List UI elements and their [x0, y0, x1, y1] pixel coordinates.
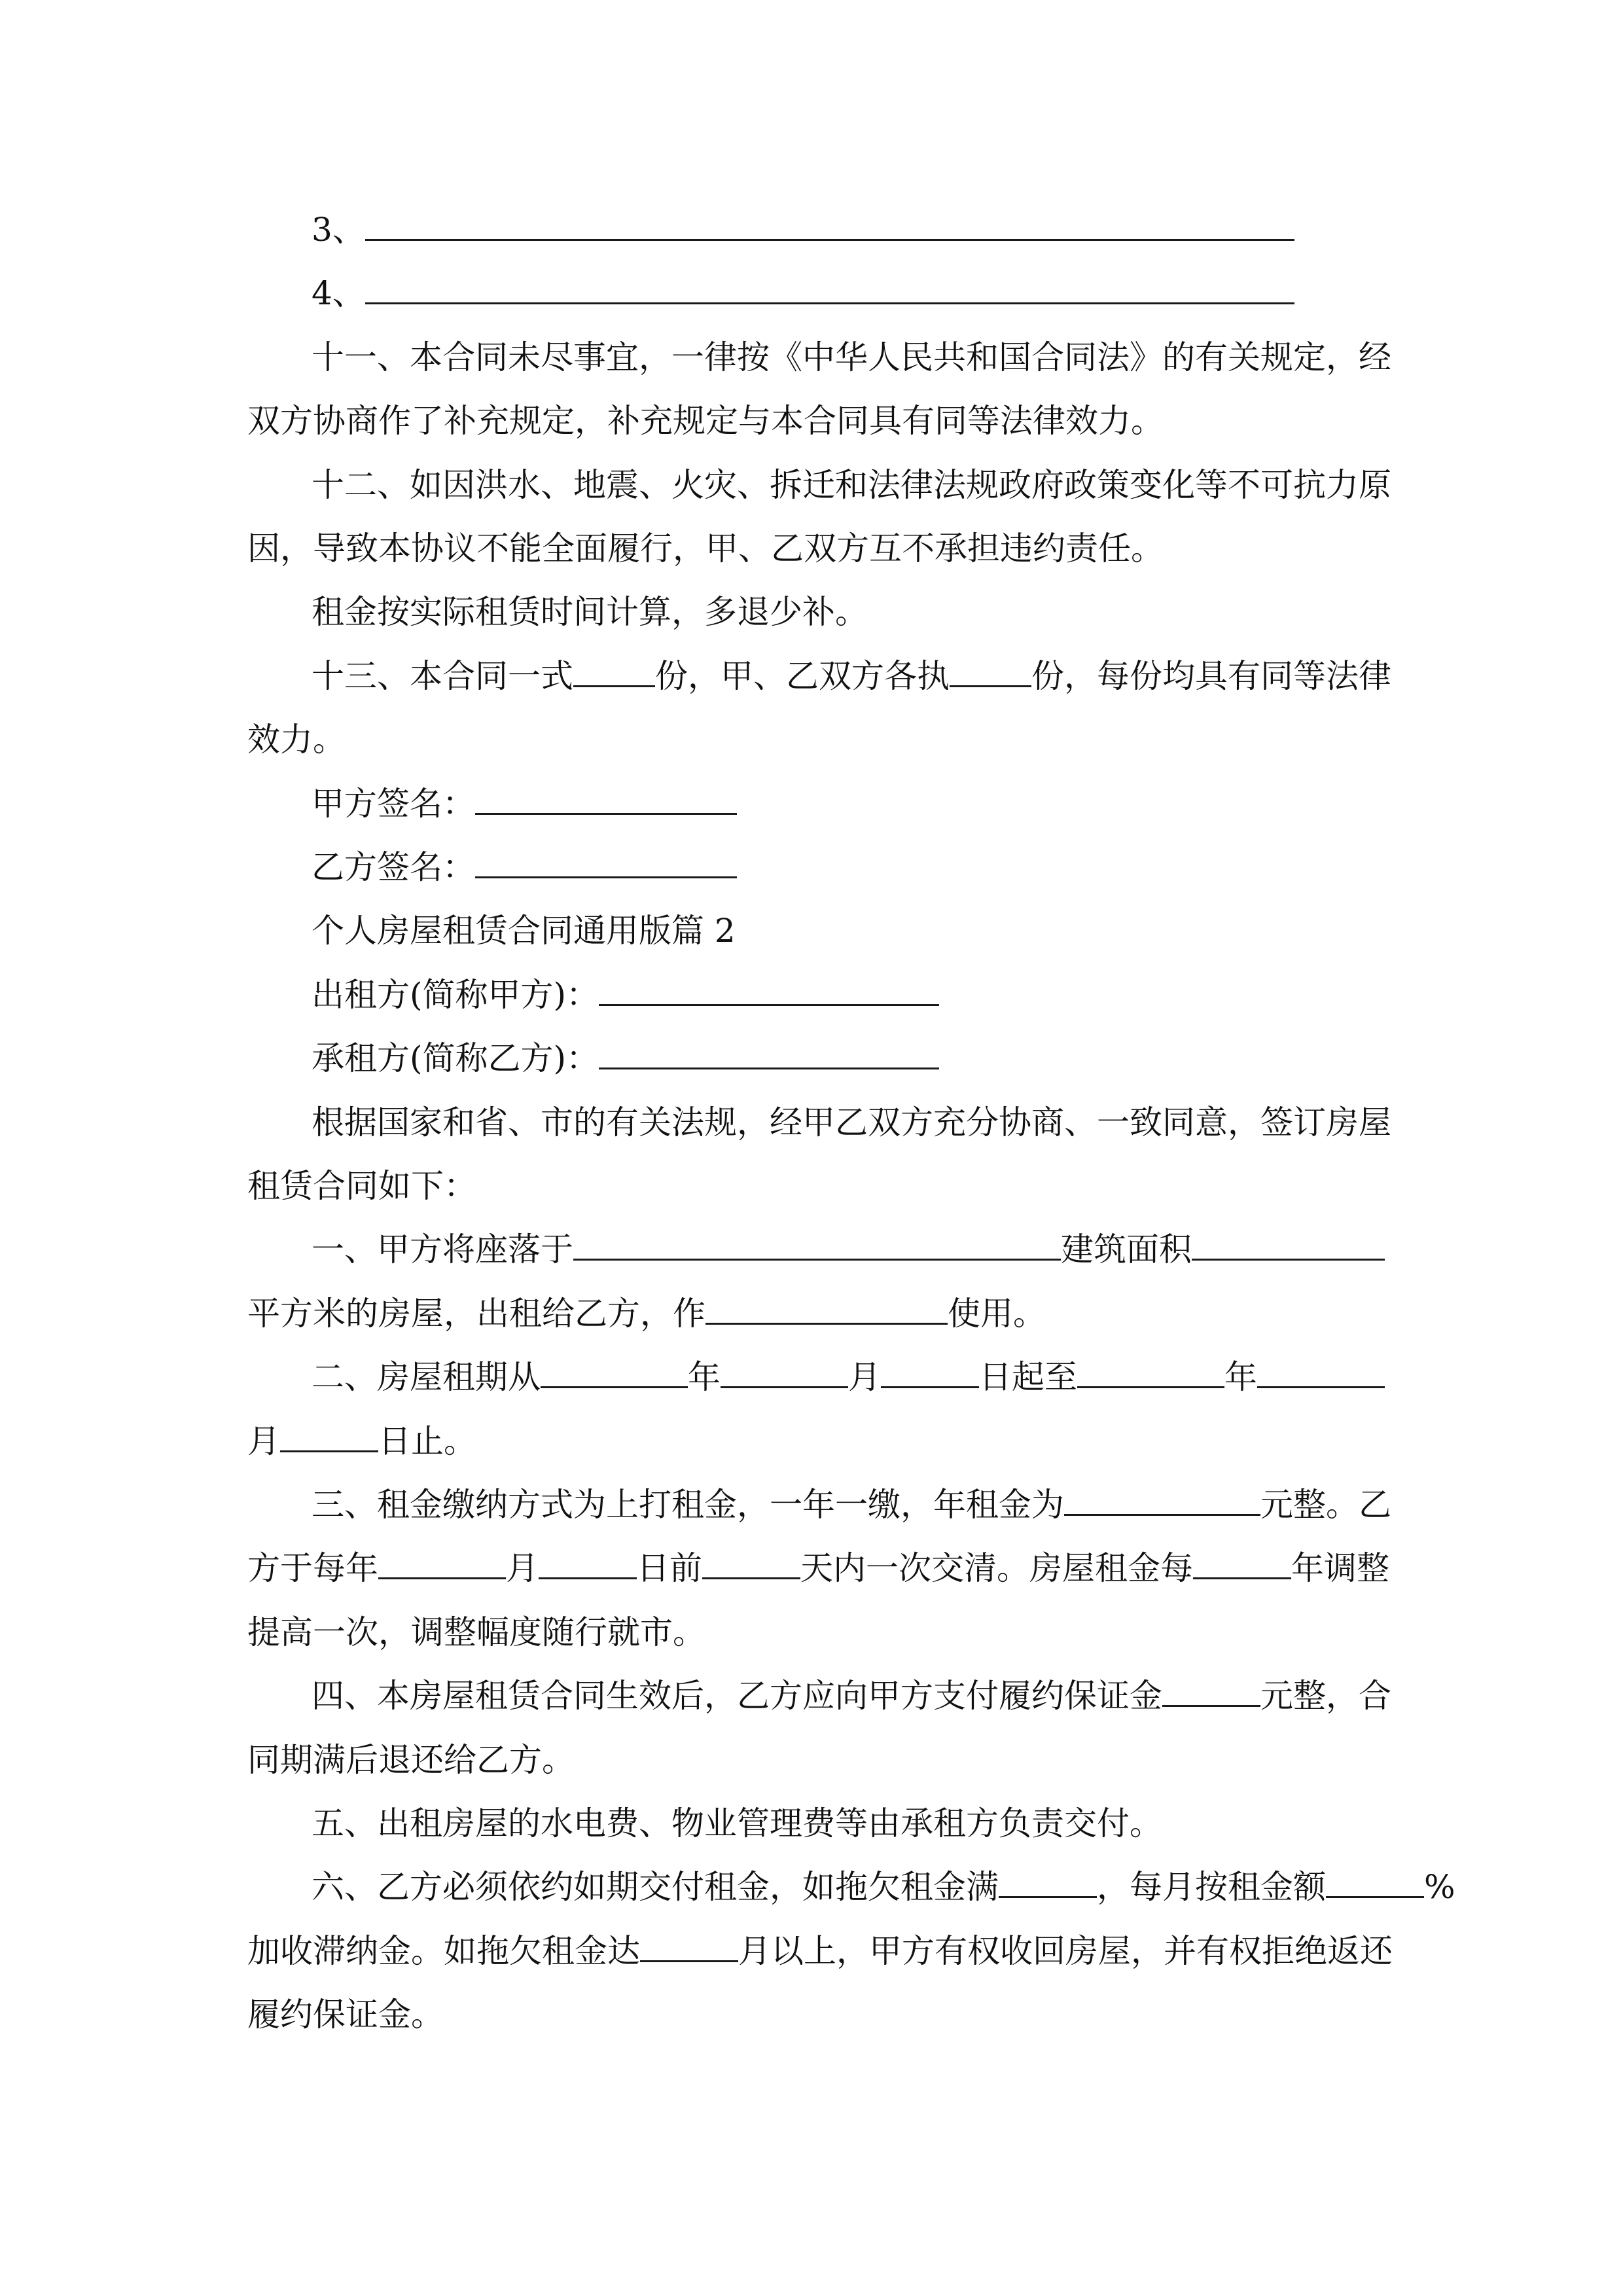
- text-segment: 租金按实际租赁时间计算，多退少补。: [312, 593, 868, 632]
- fill-in-blank[interactable]: [1162, 1667, 1260, 1707]
- text-segment: 四、本房屋租赁合同生效后，乙方应向甲方支付履约保证金: [312, 1677, 1162, 1715]
- text-segment: 提高一次，调整幅度随行就市。: [247, 1613, 705, 1651]
- text-line: [247, 389, 1376, 453]
- text-segment: 份，甲、乙双方各执: [655, 656, 950, 695]
- text-line: [247, 1090, 1391, 1155]
- fill-in-blank[interactable]: [640, 1922, 738, 1962]
- text-line: [247, 261, 1376, 325]
- text-segment: 出租方(简称甲方)：: [312, 975, 599, 1014]
- fill-in-blank[interactable]: [950, 647, 1031, 687]
- text-segment: 年: [1224, 1358, 1257, 1397]
- text-segment: 租赁合同如下：: [247, 1167, 476, 1205]
- text-line: [247, 1919, 1393, 1983]
- fill-in-blank[interactable]: [573, 647, 655, 687]
- text-segment: 因，导致本协议不能全面履行，甲、乙双方互不承担违约责任。: [247, 529, 1164, 567]
- text-segment: 日起至: [979, 1358, 1077, 1397]
- text-segment: 日前: [637, 1549, 702, 1588]
- text-line: [247, 1473, 1391, 1537]
- text-line: [247, 1728, 1376, 1792]
- text-segment: 月: [506, 1549, 539, 1588]
- text-line: [247, 644, 1391, 708]
- fill-in-blank[interactable]: [881, 1348, 979, 1388]
- text-line: [247, 1536, 1389, 1600]
- text-segment: 份，每份均具有同等法律: [1031, 656, 1391, 695]
- text-line: [247, 580, 1376, 644]
- fill-in-blank[interactable]: [573, 1221, 1061, 1261]
- fill-in-blank[interactable]: [599, 1030, 939, 1069]
- fill-in-blank[interactable]: [541, 1348, 688, 1388]
- fill-in-blank[interactable]: [1257, 1348, 1385, 1388]
- fill-in-blank[interactable]: [599, 966, 939, 1006]
- fill-in-blank[interactable]: [999, 1858, 1097, 1898]
- text-line: [247, 708, 1376, 772]
- text-segment: 履约保证金。: [247, 1996, 444, 2034]
- text-segment: 4、: [312, 274, 365, 313]
- text-line: [247, 1154, 1376, 1218]
- text-segment: 年调整: [1291, 1549, 1389, 1588]
- fill-in-blank[interactable]: [378, 1539, 506, 1579]
- text-segment: 3、: [312, 211, 365, 249]
- text-segment: 双方协商作了补充规定，补充规定与本合同具有同等法律效力。: [247, 402, 1164, 440]
- text-segment: 二、房屋租期从: [312, 1358, 541, 1397]
- text-segment: 使用。: [948, 1294, 1046, 1333]
- fill-in-blank[interactable]: [539, 1539, 637, 1579]
- fill-in-blank[interactable]: [721, 1348, 848, 1388]
- fill-in-blank[interactable]: [475, 775, 737, 815]
- text-segment: 方于每年: [247, 1549, 378, 1588]
- text-segment: 六、乙方必须依约如期交付租金，如拖欠租金满: [312, 1868, 999, 1907]
- text-segment: 承租方(简称乙方)：: [312, 1039, 599, 1078]
- text-segment: 一、甲方将座落于: [312, 1230, 573, 1269]
- fill-in-blank[interactable]: [365, 264, 1294, 304]
- text-line: [247, 1982, 1376, 2047]
- text-segment: 日止。: [378, 1422, 476, 1460]
- text-segment: 效力。: [247, 721, 346, 759]
- fill-in-blank[interactable]: [702, 1539, 800, 1579]
- text-line: [247, 1664, 1391, 1728]
- text-segment: 平方米的房屋，出租给乙方，作: [247, 1294, 705, 1333]
- text-segment: 同期满后退还给乙方。: [247, 1740, 575, 1779]
- text-segment: 十三、本合同一式: [312, 656, 573, 695]
- text-segment: 年: [688, 1358, 721, 1397]
- fill-in-blank[interactable]: [1077, 1348, 1224, 1388]
- text-segment: 根据国家和省、市的有关法规，经甲乙双方充分协商、一致同意，签订房屋: [312, 1103, 1391, 1141]
- text-segment: 乙方签名：: [312, 848, 475, 886]
- text-segment: 五、出租房屋的水电费、物业管理费等由承租方负责交付。: [312, 1804, 1162, 1842]
- text-line: [247, 198, 1376, 262]
- text-segment: 三、租金缴纳方式为上打租金，一年一缴，年租金为: [312, 1486, 1064, 1524]
- text-line: [247, 1600, 1376, 1664]
- text-segment: 月: [247, 1422, 280, 1460]
- text-line: [247, 1282, 1376, 1346]
- fill-in-blank[interactable]: [365, 201, 1294, 241]
- text-segment: ，每月按租金额: [1097, 1868, 1326, 1907]
- fill-in-blank[interactable]: [1193, 1539, 1291, 1579]
- text-line: [247, 963, 1376, 1027]
- fill-in-blank[interactable]: [280, 1412, 378, 1452]
- text-segment: 月: [848, 1358, 881, 1397]
- text-line: [247, 772, 1376, 836]
- text-line: [247, 835, 1376, 899]
- text-line: [247, 325, 1391, 389]
- text-segment: 甲方签名：: [312, 784, 475, 823]
- text-segment: 十二、如因洪水、地震、火灾、拆迁和法律法规政府政策变化等不可抗力原: [312, 465, 1391, 504]
- text-line: [247, 899, 1376, 963]
- text-segment: 天内一次交清。房屋租金每: [800, 1549, 1193, 1588]
- text-segment: 十一、本合同未尽事宜，一律按《中华人民共和国合同法》的有关规定，经: [312, 338, 1391, 376]
- text-line: [247, 516, 1376, 581]
- text-line: [247, 1855, 1455, 1919]
- text-line: [247, 1345, 1376, 1409]
- text-segment: 元整，合: [1260, 1677, 1391, 1715]
- text-line: [247, 1791, 1376, 1856]
- fill-in-blank[interactable]: [475, 838, 737, 878]
- fill-in-blank[interactable]: [1064, 1476, 1260, 1516]
- text-line: [247, 1217, 1376, 1282]
- text-segment: 元整。乙: [1260, 1486, 1391, 1524]
- text-segment: %: [1424, 1868, 1455, 1907]
- text-segment: 个人房屋租赁合同通用版篇 2: [312, 912, 736, 950]
- text-line: [247, 453, 1391, 517]
- fill-in-blank[interactable]: [705, 1285, 948, 1325]
- text-segment: 月以上，甲方有权收回房屋，并有权拒绝返还: [738, 1931, 1393, 1970]
- text-segment: 建筑面积: [1061, 1230, 1192, 1269]
- text-line: [247, 1026, 1376, 1090]
- fill-in-blank[interactable]: [1192, 1221, 1385, 1261]
- text-line: [247, 1409, 1376, 1473]
- text-segment: 加收滞纳金。如拖欠租金达: [247, 1931, 640, 1970]
- fill-in-blank[interactable]: [1326, 1858, 1424, 1898]
